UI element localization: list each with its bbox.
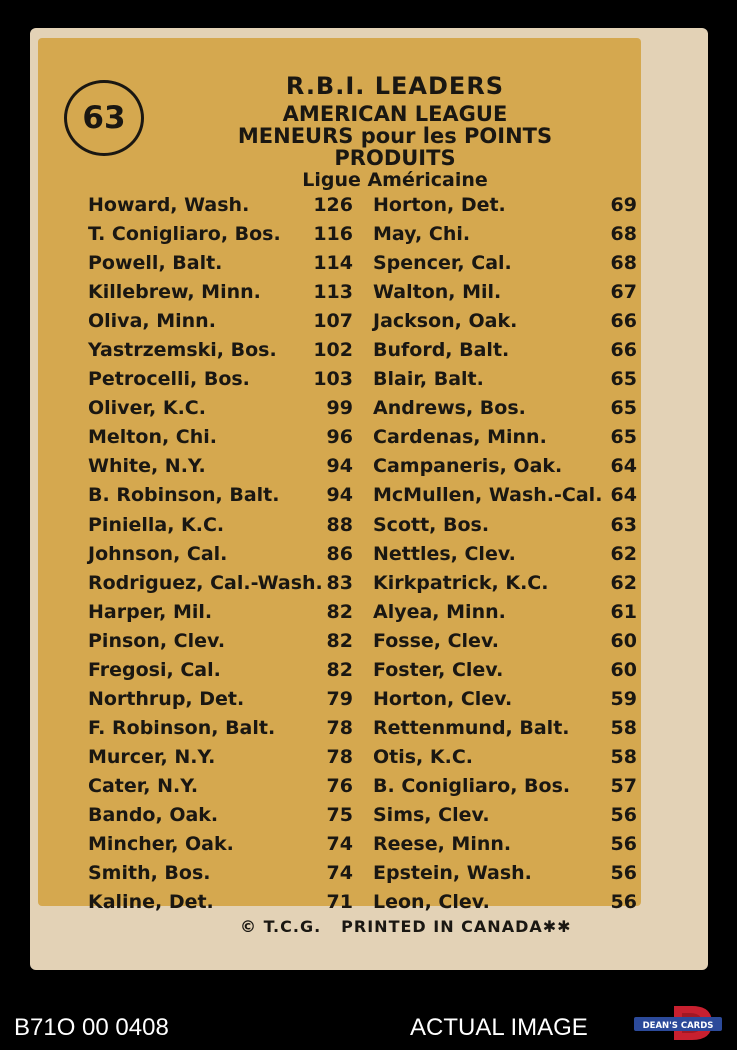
leader-row: [0, 829, 737, 858]
leader-row: [0, 684, 737, 713]
left-rbi-value: 78: [326, 716, 353, 739]
leader-row: [0, 248, 737, 277]
left-rbi-value: 82: [326, 629, 353, 652]
left-player-name: Northrup, Det.: [88, 687, 245, 710]
logo-text: DEAN'S CARDS: [642, 1021, 714, 1031]
right-rbi-value: 63: [610, 513, 637, 536]
card-footer: [240, 917, 572, 936]
left-player-name: Powell, Balt.: [88, 252, 223, 275]
right-rbi-value: 65: [610, 368, 637, 391]
right-rbi-value: 58: [610, 745, 637, 768]
right-rbi-value: 61: [610, 600, 637, 623]
right-rbi-value: 56: [610, 862, 637, 885]
right-player-name: Blair, Balt.: [373, 368, 484, 391]
right-player-name: Walton, Mil.: [373, 281, 502, 304]
card-title: R.B.I. LEADERS: [285, 72, 505, 100]
right-player-name: Cardenas, Minn.: [373, 426, 547, 449]
league-heading: AMERICAN LEAGUE: [282, 102, 508, 126]
left-player-name: White, N.Y.: [88, 455, 206, 478]
left-player-name: B. Robinson, Balt.: [88, 484, 280, 507]
right-player-name: Otis, K.C.: [373, 745, 473, 768]
leader-row: [0, 800, 737, 829]
left-rbi-value: 126: [313, 194, 353, 216]
left-player-name: Petrocelli, Bos.: [88, 368, 250, 391]
left-rbi-value: 75: [326, 803, 353, 826]
card-number: 63: [64, 80, 144, 156]
right-rbi-value: 64: [610, 455, 637, 478]
right-rbi-value: 59: [610, 687, 637, 710]
left-player-name: Smith, Bos.: [88, 862, 211, 885]
deans-cards-logo: [632, 1004, 724, 1042]
right-player-name: Horton, Det.: [373, 194, 506, 216]
leader-row: [0, 277, 737, 306]
right-player-name: McMullen, Wash.-Cal.: [373, 484, 603, 507]
right-player-name: Reese, Minn.: [373, 833, 512, 856]
right-rbi-value: 56: [610, 803, 637, 826]
left-player-name: Oliver, K.C.: [88, 397, 206, 420]
left-player-name: Piniella, K.C.: [88, 513, 225, 536]
right-rbi-value: 60: [610, 629, 637, 652]
left-rbi-value: 86: [326, 542, 353, 565]
right-rbi-value: 69: [610, 194, 637, 216]
left-player-name: Mincher, Oak.: [88, 833, 234, 856]
left-player-name: Johnson, Cal.: [88, 542, 228, 565]
left-player-name: Fregosi, Cal.: [88, 658, 221, 681]
right-player-name: May, Chi.: [373, 223, 471, 246]
left-player-name: Rodriguez, Cal.-Wash.: [88, 571, 323, 594]
right-player-name: Andrews, Bos.: [373, 397, 526, 420]
right-player-name: Scott, Bos.: [373, 513, 490, 536]
left-player-name: Melton, Chi.: [88, 426, 218, 449]
right-player-name: Kirkpatrick, K.C.: [373, 571, 549, 594]
left-rbi-value: 94: [326, 455, 353, 478]
leader-row: [0, 568, 737, 597]
right-rbi-value: 56: [610, 833, 637, 856]
left-rbi-value: 116: [313, 223, 353, 246]
right-player-name: Jackson, Oak.: [373, 310, 518, 333]
leader-row: [0, 771, 737, 800]
right-rbi-value: 56: [610, 891, 637, 914]
right-player-name: Horton, Clev.: [373, 687, 513, 710]
leader-row: [0, 539, 737, 568]
left-player-name: Oliva, Minn.: [88, 310, 216, 333]
right-rbi-value: 60: [610, 658, 637, 681]
leader-row: [0, 713, 737, 742]
left-player-name: F. Robinson, Balt.: [88, 716, 276, 739]
leader-row: [0, 364, 737, 393]
french-title-line2: PRODUITS: [334, 146, 456, 170]
left-player-name: Bando, Oak.: [88, 803, 219, 826]
right-rbi-value: 62: [610, 542, 637, 565]
left-rbi-value: 113: [313, 281, 353, 304]
left-rbi-value: 74: [326, 833, 353, 856]
left-player-name: Harper, Mil.: [88, 600, 213, 623]
right-player-name: Sims, Clev.: [373, 803, 490, 826]
leader-row: [0, 655, 737, 684]
left-rbi-value: 103: [313, 368, 353, 391]
left-rbi-value: 102: [313, 339, 353, 362]
right-rbi-value: 64: [610, 484, 637, 507]
actual-image-label: ACTUAL IMAGE: [410, 1014, 588, 1041]
left-rbi-value: 83: [326, 571, 353, 594]
left-rbi-value: 82: [326, 658, 353, 681]
leader-row: [0, 597, 737, 626]
right-player-name: Alyea, Minn.: [373, 600, 506, 623]
left-rbi-value: 88: [326, 513, 353, 536]
right-rbi-value: 66: [610, 310, 637, 333]
left-rbi-value: 96: [326, 426, 353, 449]
right-player-name: Fosse, Clev.: [373, 629, 499, 652]
left-player-name: Yastrzemski, Bos.: [88, 339, 277, 362]
leader-row: [0, 451, 737, 480]
right-player-name: Leon, Clev.: [373, 891, 490, 914]
leader-row: [0, 335, 737, 364]
right-rbi-value: 68: [610, 223, 637, 246]
left-rbi-value: 74: [326, 862, 353, 885]
leader-row: [0, 480, 737, 509]
leader-row: [0, 422, 737, 451]
right-player-name: Rettenmund, Balt.: [373, 716, 570, 739]
right-player-name: Spencer, Cal.: [373, 252, 512, 275]
left-player-name: Murcer, N.Y.: [88, 745, 216, 768]
leader-row: [0, 219, 737, 248]
left-player-name: T. Conigliaro, Bos.: [88, 223, 281, 246]
right-rbi-value: 65: [610, 426, 637, 449]
left-rbi-value: 79: [326, 687, 353, 710]
left-player-name: Kaline, Det.: [88, 891, 214, 914]
right-rbi-value: 57: [610, 774, 637, 797]
right-rbi-value: 68: [610, 252, 637, 275]
right-rbi-value: 58: [610, 716, 637, 739]
leader-row: [0, 858, 737, 887]
right-rbi-value: 66: [610, 339, 637, 362]
right-player-name: Buford, Balt.: [373, 339, 510, 362]
right-rbi-value: 67: [610, 281, 637, 304]
right-player-name: Foster, Clev.: [373, 658, 504, 681]
left-player-name: Pinson, Clev.: [88, 629, 226, 652]
right-player-name: Nettles, Clev.: [373, 542, 516, 565]
printed-in-text: PRINTED IN CANADA✱✱: [341, 917, 572, 936]
right-player-name: B. Conigliaro, Bos.: [373, 774, 571, 797]
left-player-name: Cater, N.Y.: [88, 774, 199, 797]
left-player-name: Killebrew, Minn.: [88, 281, 261, 304]
left-rbi-value: 99: [326, 397, 353, 420]
leader-row: [0, 887, 737, 916]
left-rbi-value: 114: [313, 252, 353, 275]
left-player-name: Howard, Wash.: [88, 194, 250, 216]
left-rbi-value: 76: [326, 774, 353, 797]
right-rbi-value: 62: [610, 571, 637, 594]
leader-row: [0, 306, 737, 335]
left-rbi-value: 78: [326, 745, 353, 768]
leader-row: [0, 393, 737, 422]
right-player-name: Campaneris, Oak.: [373, 455, 563, 478]
leader-row: [0, 742, 737, 771]
leader-row: [0, 626, 737, 655]
leader-row: [0, 510, 737, 539]
left-rbi-value: 71: [326, 891, 353, 914]
left-rbi-value: 94: [326, 484, 353, 507]
leader-row: [0, 190, 737, 219]
left-rbi-value: 107: [313, 310, 353, 333]
right-player-name: Epstein, Wash.: [373, 862, 532, 885]
left-rbi-value: 82: [326, 600, 353, 623]
french-league-heading: Ligue Américaine: [302, 169, 488, 191]
right-rbi-value: 65: [610, 397, 637, 420]
french-title-line1: MENEURS pour les POINTS: [237, 124, 553, 148]
item-code: B71O 00 0408: [14, 1014, 169, 1041]
leaders-table: [0, 190, 737, 916]
copyright-text: © T.C.G.: [240, 917, 322, 936]
